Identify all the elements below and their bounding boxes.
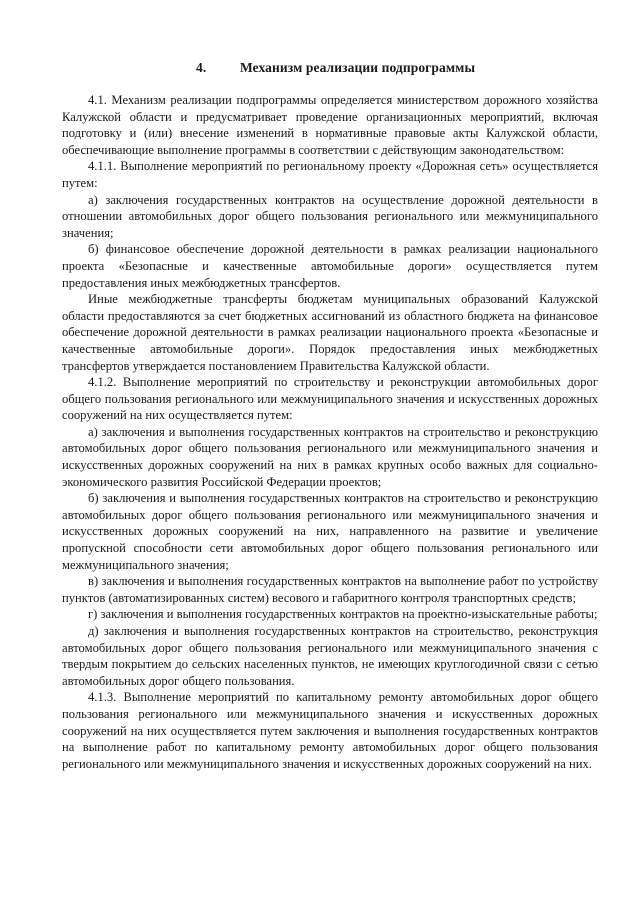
paragraph-4-1-1: 4.1.1. Выполнение мероприятий по региональному проекту «Дорожная сеть» осуществляется путем: [62, 159, 598, 190]
section-heading [196, 60, 475, 77]
paragraph-4-1-3: 4.1.3. Выполнение мероприятий по капитальному ремонту автомобильных дорог общего пользования регионального или межмуниципального значения и искусственных дорожных сооружений на них осуществляется путем заключения и выполнения государственных контрактов на выполнение работ по капитальному ремонту автомобильных дорог общего пользования регионального или межмуниципального значения и искусственных дорожных сооружений на них. [62, 690, 598, 771]
list-item-b: б) заключения и выполнения государственных контрактов на строительство и реконструкцию автомобильных дорог общего пользования регионального или межмуниципального значения и искусственных дорожных сооружений на них, направленного на развитие и увеличение пропускной способности сети автомобильных дорог общего пользования регионального или межмуниципального значения; [62, 491, 598, 572]
paragraph-4-1-2: 4.1.2. Выполнение мероприятий по строительству и реконструкции автомобильных дорог общего пользования регионального или межмуниципального значения и искусственных дорожных сооружений на них осуществляется путем: [62, 375, 598, 423]
section-title: Механизм реализации подпрограммы [240, 60, 476, 75]
paragraph-transfers: Иные межбюджетные трансферты бюджетам муниципальных образований Калужской области предоставляются за счет бюджетных ассигнований из областного бюджета на финансовое обеспечение дорожной деятельности в рамках реализации национального проекта «Безопасные и качественные автомобильные дороги». Порядок предоставления иных межбюджетных трансфертов утверждается постановлением Правительства Калужской области. [62, 292, 598, 373]
list-item-a: а) заключения и выполнения государственных контрактов на строительство и реконструкцию автомобильных дорог общего пользования регионального или межмуниципального значения и искусственных дорожных сооружений на них в рамках крупных особо важных для социально-экономического развития Российской Федерации проектов; [62, 424, 598, 489]
list-item-v: в) заключения и выполнения государственных контрактов на выполнение работ по устройству пунктов (автоматизированных систем) весового и габаритного контроля транспортных средств; [62, 574, 598, 605]
list-item-g: г) заключения и выполнения государственных контрактов на проектно-изыскательные работы; [88, 607, 598, 622]
section-number: 4. [196, 60, 207, 75]
document-body [62, 92, 598, 772]
list-item-a: а) заключения государственных контрактов на осуществление дорожной деятельности в отношении автомобильных дорог общего пользования регионального или межмуниципального значения; [62, 192, 598, 240]
list-item-d: д) заключения и выполнения государственных контрактов на строительство, реконструкция автомобильных дорог общего пользования регионального или межмуниципального значения с твердым покрытием до сельских населенных пунктов, не имеющих круглогодичной связи с сетью автомобильных дорог общего пользования. [62, 624, 598, 688]
paragraph-4-1: 4.1. Механизм реализации подпрограммы определяется министерством дорожного хозяйства Калужской области и предусматривает проведение организационных мероприятий, включая подготовку и (или) внесение изменений в нормативные правовые акты Калужской области, обеспечивающие выполнение программы в соответствии с действующим законодательством: [62, 93, 598, 157]
list-item-b: б) финансовое обеспечение дорожной деятельности в рамках реализации национального проекта «Безопасные и качественные автомобильные дороги» осуществляется путем предоставления иных межбюджетных трансфертов. [62, 242, 598, 290]
